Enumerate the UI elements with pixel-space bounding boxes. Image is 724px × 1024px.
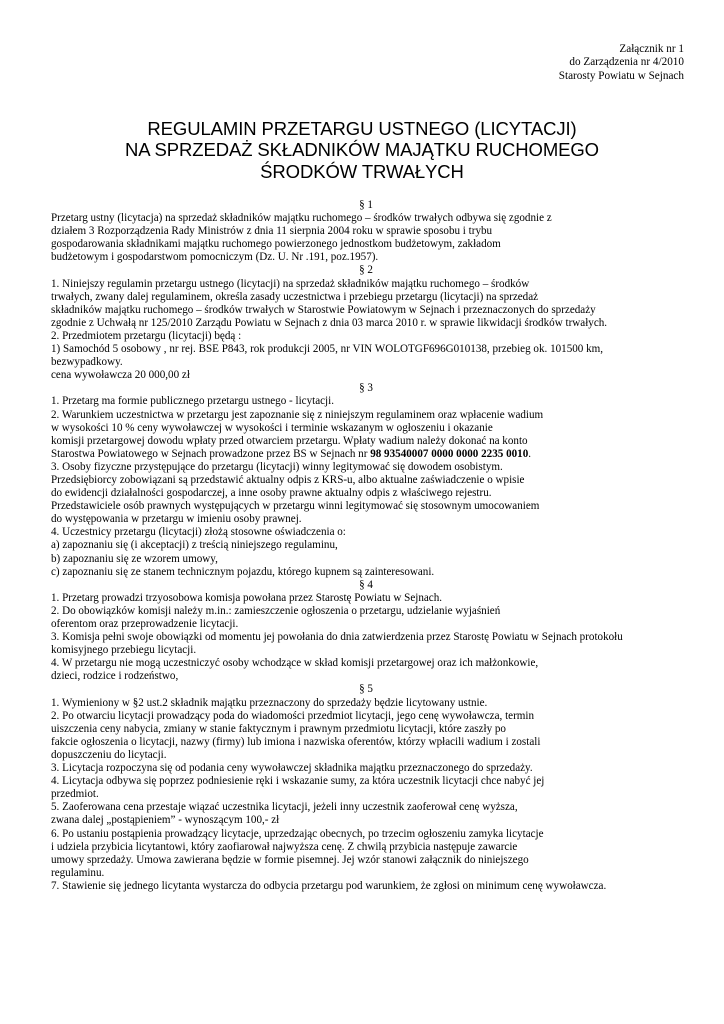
paragraph-line: 3. Licytacja rozpoczyna się od podania ceny wywoławczej składnika majątku przeznaczonego do sprzedaży. xyxy=(51,762,533,775)
paragraph-line: Przedsiębiorcy zobowiązani są przedstawić aktualny odpis z KRS-u, albo aktualne zaświadczenie o wpisie xyxy=(51,473,525,486)
paragraph-line: cena wywoławcza 20 000,00 zł xyxy=(51,369,190,382)
section-heading-3: § 3 xyxy=(359,382,373,395)
account-prefix: Starostwa Powiatowego w Sejnach prowadzone przez BS w Sejnach nr xyxy=(51,447,371,460)
paragraph-line: 1. Niniejszy regulamin przetargu ustnego (licytacji) na sprzedaż składników majątku ruchomego – środków xyxy=(51,277,530,290)
title-line: NA SPRZEDAŻ SKŁADNIKÓW MAJĄTKU RUCHOMEGO xyxy=(125,139,599,161)
document-title xyxy=(0,118,724,182)
paragraph-line: 1. Przetarg ma formie publicznego przetargu ustnego - licytacji. xyxy=(51,395,334,408)
paragraph-line: 1. Przetarg prowadzi trzyosobowa komisja powołana przez Starostę Powiatu w Sejnach. xyxy=(51,591,443,604)
paragraph-line: b) zapoznaniu się ze wzorem umowy, xyxy=(51,552,218,565)
attachment-line: do Zarządzenia nr 4/2010 xyxy=(569,56,684,69)
paragraph-line: składników majątku ruchomego – środków trwałych w Starostwie Powiatowym w Sejnach i przeznaczonych do sprzedaży xyxy=(51,303,596,316)
paragraph-line: 2. Przedmiotem przetargu (licytacji) będą : xyxy=(51,329,242,342)
paragraph-line: Przetarg ustny (licytacja) na sprzedaż składników majątku ruchomego – środków trwałych odbywa się zgodnie z xyxy=(51,212,552,225)
paragraph-line: 4. Licytacja odbywa się poprzez podniesienie ręki i wskazanie sumy, za która uczestnik licytacji chce nabyć jej xyxy=(51,775,545,788)
paragraph-line: bezwypadkowy. xyxy=(51,356,123,369)
paragraph-line: komisyjnego przebiegu licytacji. xyxy=(51,644,197,657)
paragraph-line: trwałych, zwany dalej regulaminem, określa zasady uczestnictwa i przebiegu przetargu (licytacji) na sprzedaż xyxy=(51,290,539,303)
title-line: ŚRODKÓW TRWAŁYCH xyxy=(260,160,464,182)
section-heading-1: § 1 xyxy=(359,199,373,211)
paragraph-line: 2. Do obowiązków komisji należy m.in.: zamieszczenie ogłoszenia o przetargu, udzielanie wyjaśnień xyxy=(51,604,501,617)
account-line xyxy=(51,448,681,461)
paragraph-line: 2. Warunkiem uczestnictwa w przetargu jest zapoznanie się z niniejszym regulaminem oraz wpłacenie wadium xyxy=(51,408,544,421)
paragraph-line: 3. Komisja pełni swoje obowiązki od momentu jej powołania do dnia zatwierdzenia przez Starostę Powiatu w Sejnach protokołu xyxy=(51,631,623,644)
paragraph-line: 6. Po ustaniu postąpienia prowadzący licytacje, uprzedzając obecnych, po trzecim ogłoszeniu zamyka licytacje xyxy=(51,827,544,840)
attachment-line: Załącznik nr 1 xyxy=(619,43,684,55)
paragraph-line: do ewidencji działalności gospodarczej, a inne osoby prawne aktualny odpis z właściwego rejestru. xyxy=(51,487,492,500)
paragraph-line: zgodnie z Uchwałą nr 125/2010 Zarządu Powiatu w Sejnach z dnia 03 marca 2010 r. w sprawie likwidacji środków trwałych. xyxy=(51,316,608,329)
document-body xyxy=(51,199,681,893)
paragraph-line: 2. Po otwarciu licytacji prowadzący poda do wiadomości przedmiot licytacji, jego cenę wywoławcza, termin xyxy=(51,709,535,722)
paragraph-line: przedmiot. xyxy=(51,788,99,801)
section-heading-2: § 2 xyxy=(359,264,373,277)
paragraph-line: 4. W przetargu nie mogą uczestniczyć osoby wchodzące w skład komisji przetargowej oraz ich małżonkowie, xyxy=(51,657,539,670)
attachment-header xyxy=(384,43,684,83)
paragraph-line: 5. Zaoferowana cena przestaje wiązać uczestnika licytacji, jeżeli inny uczestnik zaoferował cenę wyższa, xyxy=(51,801,518,814)
paragraph-line: c) zapoznaniu się ze stanem technicznym pojazdu, którego kupnem są zainteresowani. xyxy=(51,565,435,578)
section-heading-4: § 4 xyxy=(359,578,373,591)
paragraph-line: Przedstawiciele osób prawnych występujących w przetargu winni legitymować się stosownym umocowaniem xyxy=(51,500,540,513)
paragraph-line: 1. Wymieniony w §2 ust.2 składnik majątku przeznaczony do sprzedaży będzie licytowany ustnie. xyxy=(51,696,488,709)
paragraph-line: w wysokości 10 % ceny wywoławczej w wysokości i terminie wskazanym w ogłoszeniu i okazanie xyxy=(51,421,493,434)
paragraph-line: fakcie ogłoszenia o licytacji, nazwy (firmy) lub imiona i nazwiska oferentów, którzy wpłacili wadium i zostali xyxy=(51,735,541,748)
paragraph-line: umowy sprzedaży. Umowa zawierana będzie w formie pisemnej. Jej wzór stanowi załącznik do niniejszego xyxy=(51,853,529,866)
paragraph-line: 4. Uczestnicy przetargu (licytacji) złożą stosowne oświadczenia o: xyxy=(51,526,346,539)
paragraph-line: komisji przetargowej dowodu wpłaty przed otwarciem przetargu. Wpłaty wadium należy dokonać na konto xyxy=(51,434,528,447)
account-suffix: . xyxy=(528,447,532,460)
paragraph-line: 7. Stawienie się jednego licytanta wystarcza do odbycia przetargu pod warunkiem, że zgłosi on minimum cenę wywoławcza. xyxy=(51,879,607,892)
paragraph-line: i udziela przybicia licytantowi, który zaofiarował najwyższa cenę. Z chwilą przybicia następuje zawarcie xyxy=(51,840,518,853)
paragraph-line: regulaminu. xyxy=(51,866,105,879)
paragraph-line: oferentom oraz przeprowadzenie licytacji. xyxy=(51,618,239,630)
paragraph-line: dzieci, rodzice i rodzeństwo, xyxy=(51,670,179,683)
title-line: REGULAMIN PRZETARGU USTNEGO (LICYTACJI) xyxy=(147,118,577,139)
attachment-line: Starosty Powiatu w Sejnach xyxy=(558,69,684,82)
paragraph-line: 3. Osoby fizyczne przystępujące do przetargu (licytacji) winny legitymować się dowodem osobistym. xyxy=(51,460,503,473)
paragraph-line: dopuszczeniu do licytacji. xyxy=(51,748,167,761)
paragraph-line: 1) Samochód 5 osobowy , nr rej. BSE P843, rok produkcji 2005, nr VIN WOLOTGF696G010138, przebieg ok. 101500 km, xyxy=(51,343,604,356)
paragraph-line: uiszczenia ceny nabycia, zmiany w stanie faktycznym i prawnym przedmiotu licytacji, które zaszły po xyxy=(51,722,506,735)
paragraph-line: zwana dalej „postąpieniem” - wynoszącym 100,- zł xyxy=(51,814,280,827)
paragraph-line: działem 3 Rozporządzenia Rady Ministrów z dnia 11 sierpnia 2004 roku w sprawie sposobu i trybu xyxy=(51,225,493,238)
paragraph-line: gospodarowania składnikami majątku ruchomego powierzonego jednostkom budżetowym, zakładom xyxy=(51,238,501,251)
bank-account-number: 98 93540007 0000 0000 2235 0010 xyxy=(370,447,529,460)
paragraph-line: budżetowym i gospodarstwom pomocniczym (Dz. U. Nr .191, poz.1957). xyxy=(51,251,379,264)
paragraph-line: do występowania w przetargu w imieniu osoby prawnej. xyxy=(51,513,302,526)
section-heading-5: § 5 xyxy=(359,683,373,696)
paragraph-line: a) zapoznaniu się (i akceptacji) z treścią niniejszego regulaminu, xyxy=(51,539,338,552)
